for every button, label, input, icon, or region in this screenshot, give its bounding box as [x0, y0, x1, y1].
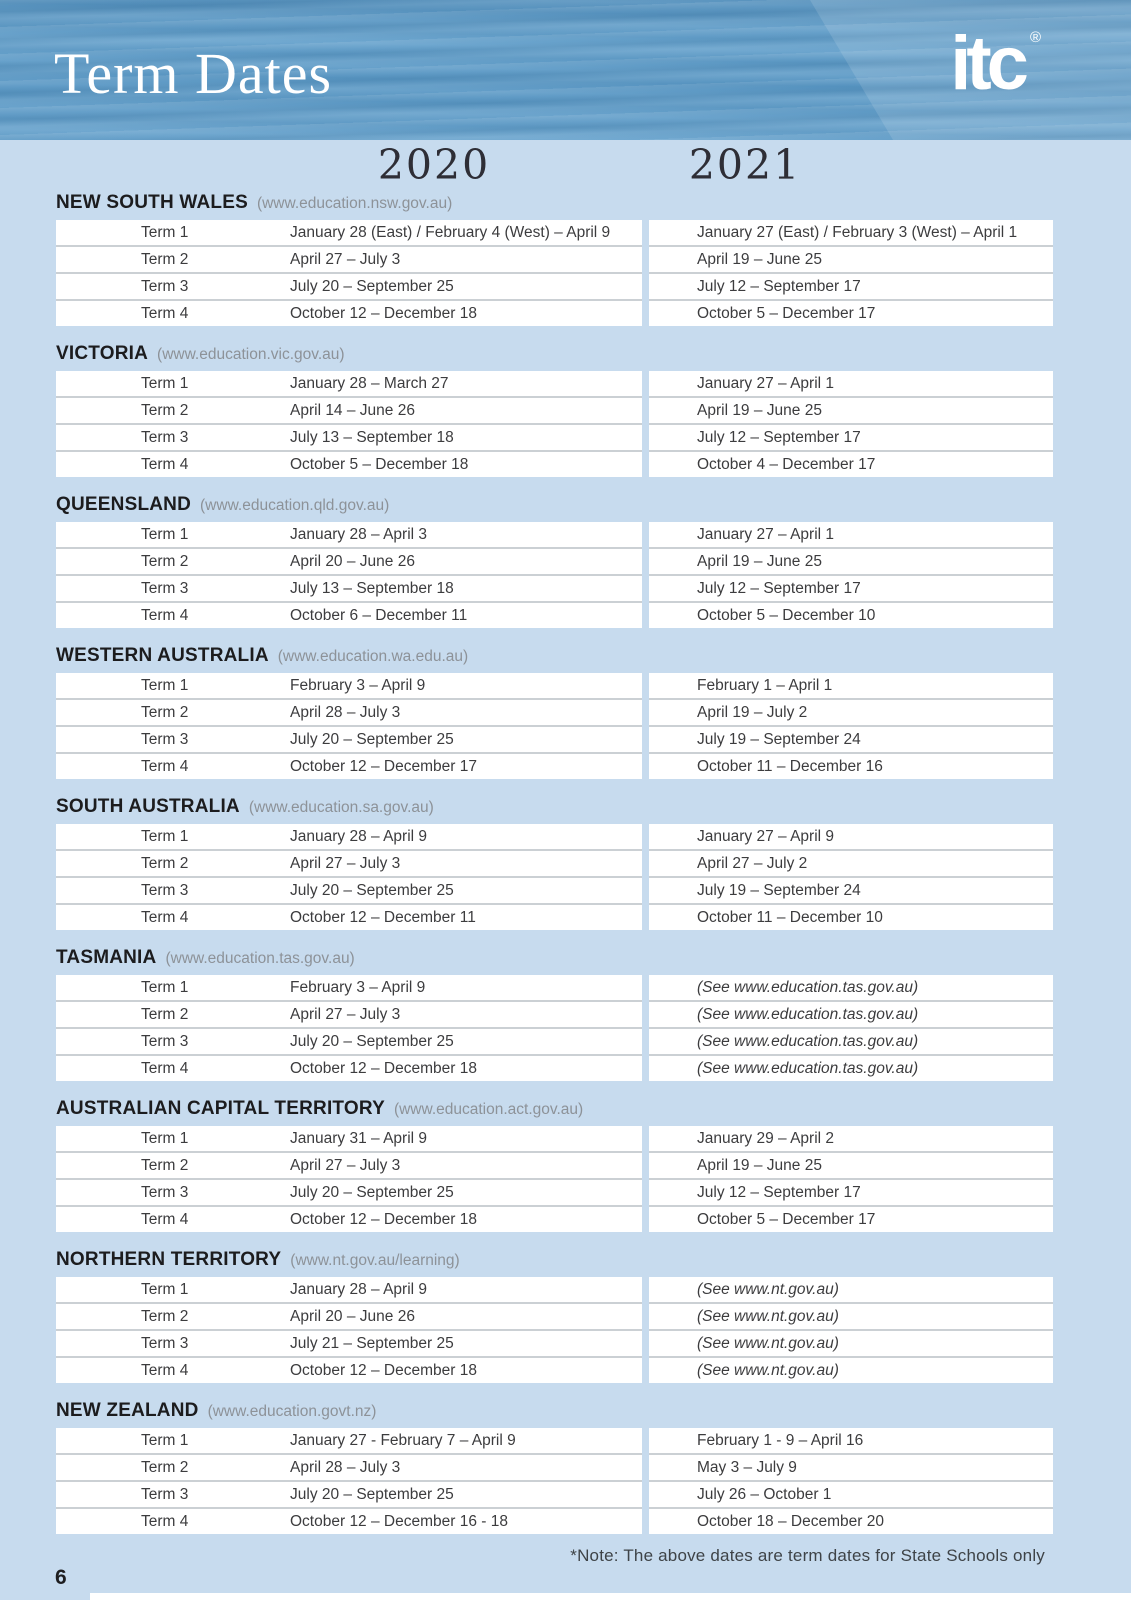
sections: [0, 192, 1131, 1534]
term-table: [56, 371, 1053, 477]
cell-2020: [56, 673, 642, 700]
term-row: [56, 576, 1053, 603]
section-heading: [56, 192, 1131, 213]
section-url: (www.education.vic.gov.au): [157, 346, 345, 363]
term-row: [56, 452, 1053, 477]
term-row: [56, 1126, 1053, 1153]
term-row: [56, 1358, 1053, 1383]
cell-2021: [649, 603, 1053, 628]
cell-2021: [649, 851, 1053, 878]
cell-2020: [56, 301, 642, 326]
cell-2021: [649, 1455, 1053, 1482]
date-range-2020: October 6 – December 11: [290, 606, 468, 624]
date-range-2021: January 27 – April 1: [697, 525, 835, 543]
term-label: Term 3: [141, 1032, 189, 1050]
date-range-2020: February 3 – April 9: [290, 676, 426, 694]
date-range-2020: April 27 – July 3: [290, 250, 401, 268]
term-row: [56, 301, 1053, 326]
term-row: [56, 220, 1053, 247]
footnote: *Note: The above dates are term dates for State Schools only: [570, 1546, 1045, 1565]
date-range-2021: January 27 – April 1: [697, 374, 835, 392]
date-range-2021: (See www.education.tas.gov.au): [697, 1032, 919, 1050]
date-range-2021: July 12 – September 17: [697, 1183, 861, 1201]
cell-2020: [56, 905, 642, 930]
term-label: Term 2: [141, 703, 189, 721]
cell-2020: [56, 975, 642, 1002]
cell-2021: [649, 673, 1053, 700]
section-url: (www.education.act.gov.au): [393, 1101, 584, 1118]
date-range-2021: February 1 - 9 – April 16: [697, 1431, 864, 1449]
section-url: (www.education.sa.gov.au): [248, 799, 434, 816]
term-label: Term 4: [141, 1210, 189, 1228]
term-table: [56, 824, 1053, 930]
date-range-2020: October 5 – December 18: [290, 455, 469, 473]
cell-2021: [649, 1180, 1053, 1207]
cell-2021: [649, 1482, 1053, 1509]
term-label: Term 3: [141, 881, 189, 899]
year-header-row: [0, 140, 1131, 192]
date-range-2020: January 28 – April 3: [290, 525, 428, 543]
date-range-2021: April 19 – June 25: [697, 552, 822, 570]
term-row: [56, 1153, 1053, 1180]
date-range-2021: July 12 – September 17: [697, 579, 861, 597]
cell-2020: [56, 1358, 642, 1383]
term-label: Term 1: [141, 1431, 189, 1449]
date-range-2020: October 12 – December 18: [290, 1210, 477, 1228]
cell-2020: [56, 1304, 642, 1331]
term-table: [56, 1126, 1053, 1232]
term-label: Term 2: [141, 250, 189, 268]
cell-2020: [56, 1455, 642, 1482]
itc-logo: [950, 21, 1041, 106]
cell-2021: [649, 247, 1053, 274]
term-label: Term 3: [141, 730, 189, 748]
section-heading: [56, 494, 1131, 515]
cell-2021: [649, 1304, 1053, 1331]
term-label: Term 1: [141, 676, 189, 694]
cell-2020: [56, 371, 642, 398]
cell-2021: [649, 1056, 1053, 1081]
cell-2021: [649, 549, 1053, 576]
cell-2021: [649, 975, 1053, 1002]
cell-2020: [56, 1509, 642, 1534]
date-range-2020: February 3 – April 9: [290, 978, 426, 996]
term-label: Term 4: [141, 1512, 189, 1530]
term-row: [56, 700, 1053, 727]
cell-2021: [649, 425, 1053, 452]
page-number: 6: [55, 1566, 67, 1589]
term-row: [56, 1207, 1053, 1232]
section-heading: [56, 645, 1131, 666]
cell-2021: [649, 700, 1053, 727]
term-row: [56, 1029, 1053, 1056]
date-range-2020: July 13 – September 18: [290, 428, 454, 446]
cell-2020: [56, 247, 642, 274]
date-range-2021: (See www.nt.gov.au): [697, 1334, 839, 1352]
section-url: (www.education.wa.edu.au): [277, 648, 469, 665]
cell-2020: [56, 220, 642, 247]
cell-2021: [649, 1126, 1053, 1153]
date-range-2020: April 28 – July 3: [290, 1458, 401, 1476]
section-heading: [56, 343, 1131, 364]
term-row: [56, 851, 1053, 878]
term-table: [56, 1277, 1053, 1383]
term-label: Term 2: [141, 1458, 189, 1476]
term-label: Term 3: [141, 579, 189, 597]
section-title: QUEENSLAND: [56, 494, 192, 515]
cell-2021: [649, 1153, 1053, 1180]
term-row: [56, 975, 1053, 1002]
date-range-2021: May 3 – July 9: [697, 1458, 797, 1476]
date-range-2021: October 11 – December 16: [697, 757, 883, 775]
cell-2020: [56, 1180, 642, 1207]
section-title: TASMANIA: [56, 947, 157, 968]
section-title: NORTHERN TERRITORY: [56, 1249, 282, 1270]
cell-2020: [56, 878, 642, 905]
section-url: (www.education.nsw.gov.au): [256, 195, 453, 212]
date-range-2021: (See www.education.tas.gov.au): [697, 1005, 919, 1023]
cell-2021: [649, 824, 1053, 851]
cell-2020: [56, 1428, 642, 1455]
cell-2020: [56, 1207, 642, 1232]
term-label: Term 2: [141, 1005, 189, 1023]
section-new-south-wales: [0, 192, 1131, 326]
section-url: (www.education.govt.nz): [207, 1403, 377, 1420]
cell-2021: [649, 1509, 1053, 1534]
term-row: [56, 824, 1053, 851]
date-range-2021: (See www.nt.gov.au): [697, 1361, 839, 1379]
itc-logo-text: itc: [950, 21, 1024, 106]
term-row: [56, 1056, 1053, 1081]
cell-2021: [649, 1029, 1053, 1056]
term-row: [56, 371, 1053, 398]
term-label: Term 2: [141, 854, 189, 872]
section-url: (www.education.tas.gov.au): [165, 950, 355, 967]
date-range-2021: April 19 – June 25: [697, 250, 822, 268]
term-row: [56, 1482, 1053, 1509]
term-label: Term 3: [141, 428, 189, 446]
date-range-2021: January 27 (East) / February 3 (West) – April 1: [697, 223, 1018, 241]
term-label: Term 1: [141, 1280, 189, 1298]
date-range-2021: (See www.nt.gov.au): [697, 1307, 839, 1325]
cell-2021: [649, 452, 1053, 477]
cell-2020: [56, 851, 642, 878]
date-range-2020: October 12 – December 18: [290, 304, 477, 322]
date-range-2020: July 20 – September 25: [290, 1485, 454, 1503]
date-range-2021: October 5 – December 10: [697, 606, 876, 624]
date-range-2020: January 31 – April 9: [290, 1129, 428, 1147]
date-range-2021: July 19 – September 24: [697, 881, 861, 899]
cell-2020: [56, 1126, 642, 1153]
term-label: Term 1: [141, 1129, 189, 1147]
cell-2020: [56, 1331, 642, 1358]
term-table: [56, 522, 1053, 628]
date-range-2021: February 1 – April 1: [697, 676, 833, 694]
date-range-2020: July 21 – September 25: [290, 1334, 454, 1352]
date-range-2021: January 27 – April 9: [697, 827, 835, 845]
date-range-2020: April 20 – June 26: [290, 552, 415, 570]
section-title: SOUTH AUSTRALIA: [56, 796, 240, 817]
date-range-2021: (See www.education.tas.gov.au): [697, 978, 919, 996]
date-range-2021: April 19 – June 25: [697, 401, 822, 419]
date-range-2021: April 27 – July 2: [697, 854, 808, 872]
page-title: Term Dates: [54, 41, 333, 106]
date-range-2021: July 12 – September 17: [697, 277, 861, 295]
date-range-2021: October 18 – December 20: [697, 1512, 884, 1530]
cell-2020: [56, 452, 642, 477]
section-title: WESTERN AUSTRALIA: [56, 645, 269, 666]
section-heading: [56, 947, 1131, 968]
date-range-2020: January 28 – March 27: [290, 374, 449, 392]
date-range-2020: July 20 – September 25: [290, 730, 454, 748]
date-range-2020: April 27 – July 3: [290, 854, 401, 872]
term-table: [56, 1428, 1053, 1534]
date-range-2021: October 5 – December 17: [697, 304, 876, 322]
date-range-2020: October 12 – December 17: [290, 757, 477, 775]
term-label: Term 2: [141, 401, 189, 419]
term-label: Term 1: [141, 978, 189, 996]
term-row: [56, 878, 1053, 905]
term-row: [56, 754, 1053, 779]
term-label: Term 3: [141, 1485, 189, 1503]
cell-2020: [56, 824, 642, 851]
term-row: [56, 549, 1053, 576]
date-range-2020: April 14 – June 26: [290, 401, 415, 419]
cell-2021: [649, 398, 1053, 425]
cell-2020: [56, 1002, 642, 1029]
section-title: VICTORIA: [56, 343, 149, 364]
registered-trademark-icon: ®: [1029, 29, 1041, 46]
section-tasmania: [0, 947, 1131, 1081]
term-label: Term 4: [141, 455, 189, 473]
term-label: Term 3: [141, 1183, 189, 1201]
term-label: Term 4: [141, 304, 189, 322]
date-range-2021: (See www.nt.gov.au): [697, 1280, 839, 1298]
date-range-2020: October 12 – December 18: [290, 1361, 477, 1379]
cell-2021: [649, 301, 1053, 326]
section-url: (www.nt.gov.au/learning): [290, 1252, 460, 1269]
cell-2021: [649, 220, 1053, 247]
cell-2021: [649, 1331, 1053, 1358]
term-row: [56, 1002, 1053, 1029]
term-label: Term 1: [141, 223, 189, 241]
date-range-2021: October 5 – December 17: [697, 1210, 876, 1228]
cell-2020: [56, 1277, 642, 1304]
term-row: [56, 1180, 1053, 1207]
term-row: [56, 522, 1053, 549]
cell-2021: [649, 754, 1053, 779]
cell-2021: [649, 1358, 1053, 1383]
term-row: [56, 603, 1053, 628]
date-range-2020: April 27 – July 3: [290, 1156, 401, 1174]
cell-2021: [649, 1002, 1053, 1029]
date-range-2020: July 20 – September 25: [290, 881, 454, 899]
date-range-2020: January 28 – April 9: [290, 827, 428, 845]
section-heading: [56, 1098, 1131, 1119]
term-table: [56, 673, 1053, 779]
date-range-2020: October 12 – December 11: [290, 908, 476, 926]
term-label: Term 4: [141, 1361, 189, 1379]
cell-2020: [56, 727, 642, 754]
cell-2021: [649, 1428, 1053, 1455]
date-range-2021: (See www.education.tas.gov.au): [697, 1059, 919, 1077]
section-heading: [56, 1400, 1131, 1421]
section-victoria: [0, 343, 1131, 477]
section-heading: [56, 796, 1131, 817]
term-label: Term 3: [141, 277, 189, 295]
cell-2021: [649, 274, 1053, 301]
section-western-australia: [0, 645, 1131, 779]
term-row: [56, 1331, 1053, 1358]
cell-2020: [56, 1482, 642, 1509]
section-title: AUSTRALIAN CAPITAL TERRITORY: [56, 1098, 385, 1119]
term-label: Term 4: [141, 757, 189, 775]
section-northern-territory: [0, 1249, 1131, 1383]
cell-2021: [649, 905, 1053, 930]
cell-2021: [649, 1207, 1053, 1232]
term-label: Term 4: [141, 908, 189, 926]
term-label: Term 1: [141, 525, 189, 543]
term-label: Term 2: [141, 1307, 189, 1325]
term-row: [56, 398, 1053, 425]
section-new-zealand: [0, 1400, 1131, 1534]
date-range-2020: July 20 – September 25: [290, 277, 454, 295]
term-label: Term 2: [141, 1156, 189, 1174]
date-range-2020: January 28 – April 9: [290, 1280, 428, 1298]
date-range-2020: October 12 – December 18: [290, 1059, 477, 1077]
term-row: [56, 1428, 1053, 1455]
cell-2020: [56, 754, 642, 779]
cell-2021: [649, 1277, 1053, 1304]
page-header: [0, 0, 1131, 140]
term-row: [56, 673, 1053, 700]
section-south-australia: [0, 796, 1131, 930]
date-range-2021: July 26 – October 1: [697, 1485, 832, 1503]
section-url: (www.education.qld.gov.au): [200, 497, 390, 514]
date-range-2020: April 20 – June 26: [290, 1307, 415, 1325]
cell-2020: [56, 603, 642, 628]
cell-2020: [56, 576, 642, 603]
date-range-2021: April 19 – July 2: [697, 703, 808, 721]
term-row: [56, 727, 1053, 754]
term-label: Term 4: [141, 606, 189, 624]
date-range-2020: April 27 – July 3: [290, 1005, 401, 1023]
cell-2020: [56, 700, 642, 727]
term-label: Term 1: [141, 827, 189, 845]
date-range-2021: July 12 – September 17: [697, 428, 861, 446]
cell-2020: [56, 522, 642, 549]
cell-2021: [649, 878, 1053, 905]
term-label: Term 2: [141, 552, 189, 570]
term-row: [56, 1304, 1053, 1331]
term-label: Term 1: [141, 374, 189, 392]
cell-2020: [56, 549, 642, 576]
section-title: NEW SOUTH WALES: [56, 192, 248, 213]
cell-2021: [649, 727, 1053, 754]
term-label: Term 4: [141, 1059, 189, 1077]
date-range-2021: July 19 – September 24: [697, 730, 861, 748]
date-range-2021: April 19 – June 25: [697, 1156, 822, 1174]
cell-2021: [649, 522, 1053, 549]
date-range-2021: October 4 – December 17: [697, 455, 876, 473]
term-table: [56, 975, 1053, 1081]
section-australian-capital-territory: [0, 1098, 1131, 1232]
cell-2021: [649, 576, 1053, 603]
cell-2020: [56, 1153, 642, 1180]
term-row: [56, 1509, 1053, 1534]
cell-2020: [56, 425, 642, 452]
date-range-2020: April 28 – July 3: [290, 703, 401, 721]
date-range-2020: October 12 – December 16 - 18: [290, 1512, 508, 1530]
cell-2021: [649, 371, 1053, 398]
date-range-2021: October 11 – December 10: [697, 908, 883, 926]
date-range-2021: January 29 – April 2: [697, 1129, 835, 1147]
section-heading: [56, 1249, 1131, 1270]
term-label: Term 3: [141, 1334, 189, 1352]
date-range-2020: July 20 – September 25: [290, 1032, 454, 1050]
cell-2020: [56, 398, 642, 425]
date-range-2020: January 28 (East) / February 4 (West) – April 9: [290, 223, 611, 241]
term-row: [56, 905, 1053, 930]
date-range-2020: July 13 – September 18: [290, 579, 454, 597]
term-row: [56, 247, 1053, 274]
bottom-edge-strip: [90, 1593, 1131, 1600]
date-range-2020: July 20 – September 25: [290, 1183, 454, 1201]
section-title: NEW ZEALAND: [56, 1400, 199, 1421]
section-queensland: [0, 494, 1131, 628]
term-row: [56, 1277, 1053, 1304]
cell-2020: [56, 1056, 642, 1081]
cell-2020: [56, 1029, 642, 1056]
term-table: [56, 220, 1053, 326]
year-header-2020: 2020: [377, 141, 491, 189]
date-range-2020: January 27 - February 7 – April 9: [290, 1431, 516, 1449]
cell-2020: [56, 274, 642, 301]
year-header-2021: 2021: [688, 141, 802, 189]
term-row: [56, 425, 1053, 452]
term-row: [56, 274, 1053, 301]
term-row: [56, 1455, 1053, 1482]
